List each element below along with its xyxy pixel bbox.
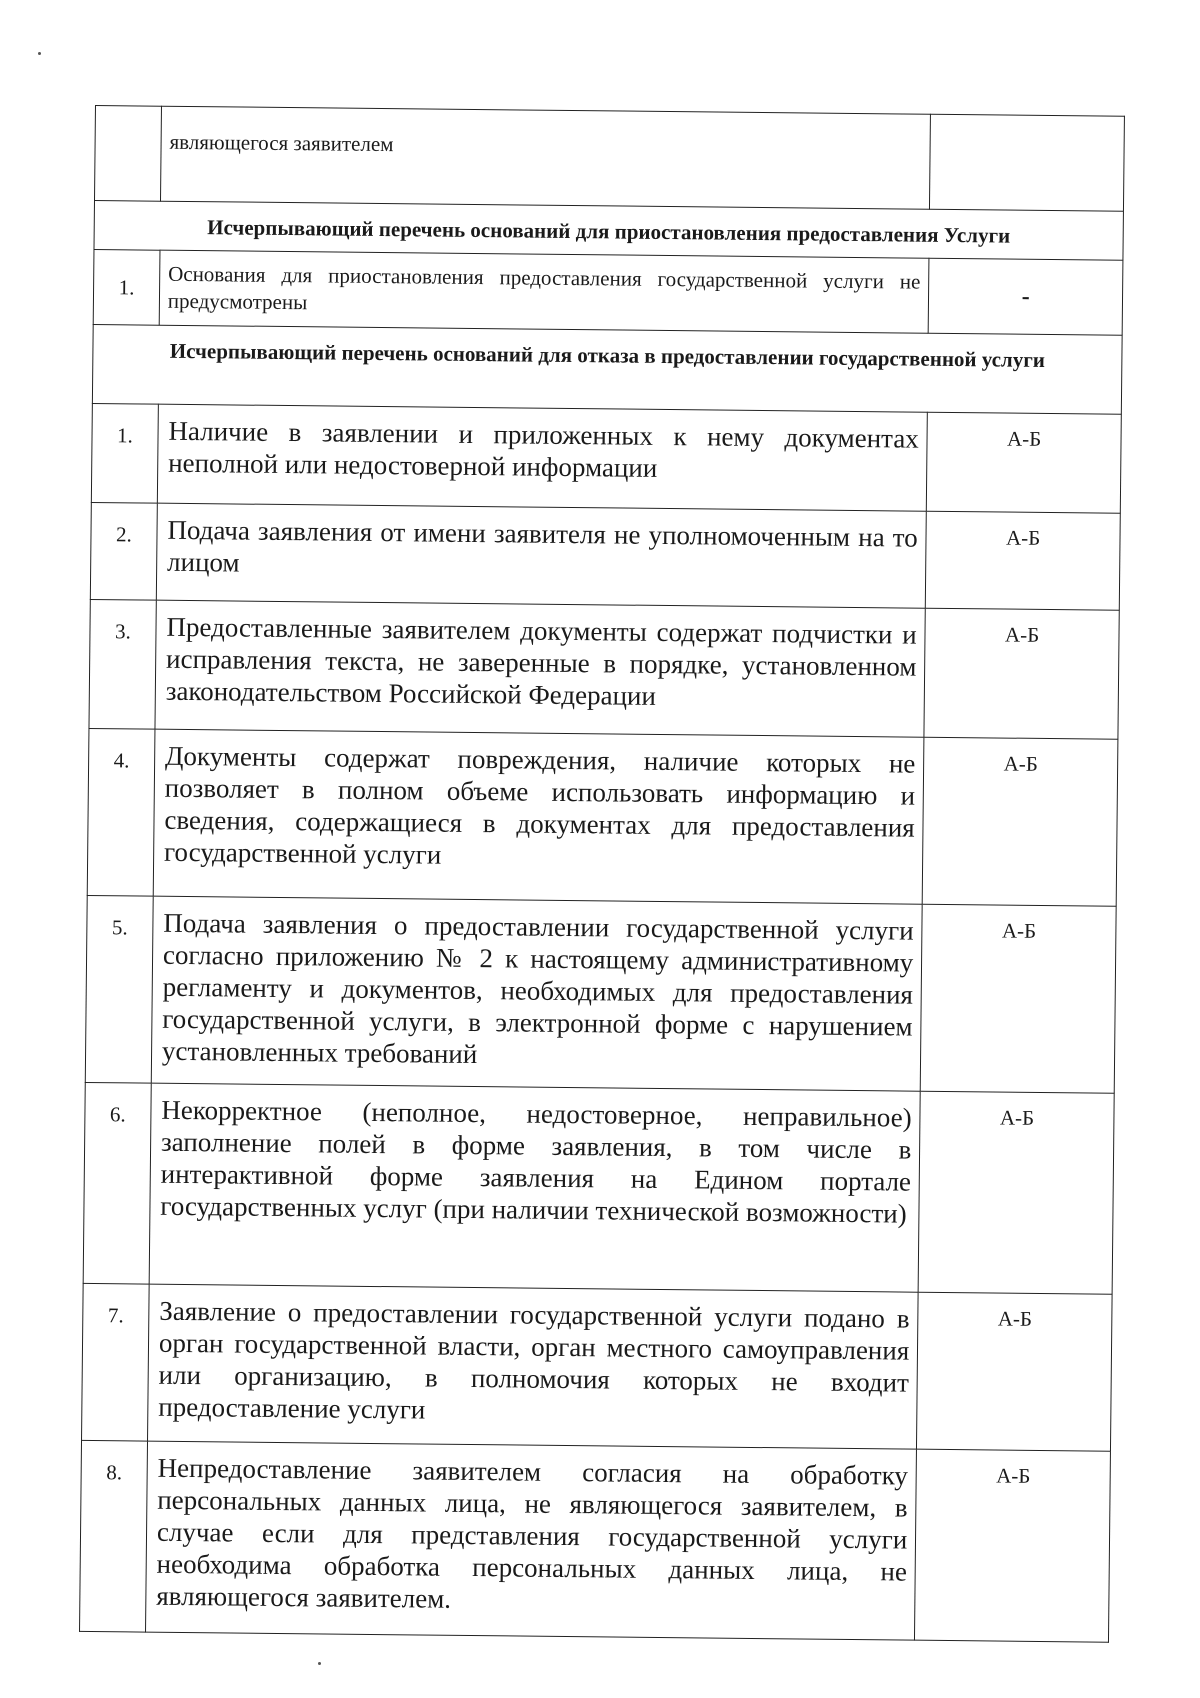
- row-code: -: [928, 258, 1123, 335]
- table-row: [93, 249, 1123, 335]
- row-code: А-Б: [915, 1449, 1111, 1642]
- row-text: Подача заявления о предоставлении государственной услуги согласно приложению № 2 к настоящему административному регламенту и документов, необходимых для предоставления государственной услуги, в электронной форме с нарушением установленных требований: [151, 896, 922, 1091]
- row-code: А-Б: [917, 1292, 1112, 1451]
- table-row: [82, 1283, 1113, 1451]
- section-heading-row: [92, 324, 1122, 414]
- row-text: Основания для приостановления предоставления государственной услуги не предусмотрены: [159, 250, 929, 333]
- table-row: [85, 895, 1116, 1093]
- row-text: Подача заявления от имени заявителя не уполномоченным на то лицом: [156, 503, 926, 608]
- table-row: [94, 106, 1124, 212]
- table-row: [89, 599, 1119, 739]
- row-number: 7.: [82, 1283, 150, 1441]
- row-number: 6.: [83, 1082, 151, 1284]
- row-text: Наличие в заявлении и приложенных к нему документах неполной или недостоверной информации: [157, 404, 927, 511]
- row-code: А-Б: [922, 737, 1118, 906]
- row-number: 2.: [90, 502, 157, 600]
- table-row: [80, 1440, 1111, 1642]
- row-code: А-Б: [920, 904, 1116, 1093]
- row-number: 1.: [93, 249, 160, 325]
- row-text: Заявление о предоставлении государственной услуги подано в орган государственной власти, орган местного самоуправления или организацию, в полномочия которых не входит предоставление услуги: [147, 1284, 918, 1449]
- row-number: 1.: [91, 403, 158, 503]
- scan-speck: [38, 52, 41, 55]
- row-code: А-Б: [918, 1091, 1114, 1294]
- table-row: [90, 502, 1120, 610]
- table-row: [83, 1082, 1114, 1294]
- row-number: 4.: [87, 728, 155, 896]
- row-number: 5.: [85, 895, 153, 1083]
- row-number: 8.: [80, 1440, 148, 1632]
- row-code: А-Б: [924, 608, 1119, 739]
- refusal-grounds-table: [79, 105, 1125, 1643]
- row-number: 3.: [89, 599, 156, 729]
- section-heading-refusal: Исчерпывающий перечень оснований для отказа в предоставлении государственной услуги: [92, 324, 1122, 414]
- scan-speck: [318, 1662, 321, 1665]
- row-code: А-Б: [925, 511, 1120, 610]
- row-text: являющегося заявителем: [160, 106, 930, 209]
- table-row: [91, 403, 1121, 513]
- row-code: А-Б: [927, 412, 1122, 513]
- row-number: [94, 106, 161, 202]
- row-text: Непредоставление заявителем согласия на обработку персональных данных лица, не являющегося заявителем, в случае если для представления государственной услуги необходима обработка персональных данных лица, не являющегося заявителем.: [145, 1441, 916, 1640]
- section-heading-suspension: Исчерпывающий перечень оснований для приостановления предоставления Услуги: [94, 201, 1123, 261]
- row-text: Предоставленные заявителем документы содержат подчистки и исправления текста, не заверенные в порядке, установленном законодательством Российской Федерации: [155, 600, 926, 737]
- row-code: [930, 114, 1125, 211]
- row-text: Документы содержат повреждения, наличие которых не позволяет в полном объеме использовать информацию и сведения, содержащиеся в документах для предоставления государственной услуги: [153, 729, 924, 904]
- row-text: Некорректное (неполное, недостоверное, неправильное) заполнение полей в форме заявления, в том числе в интерактивной форме заявления на Едином портале государственных услуг (при наличии технической возможности): [149, 1083, 920, 1292]
- table-row: [87, 728, 1118, 906]
